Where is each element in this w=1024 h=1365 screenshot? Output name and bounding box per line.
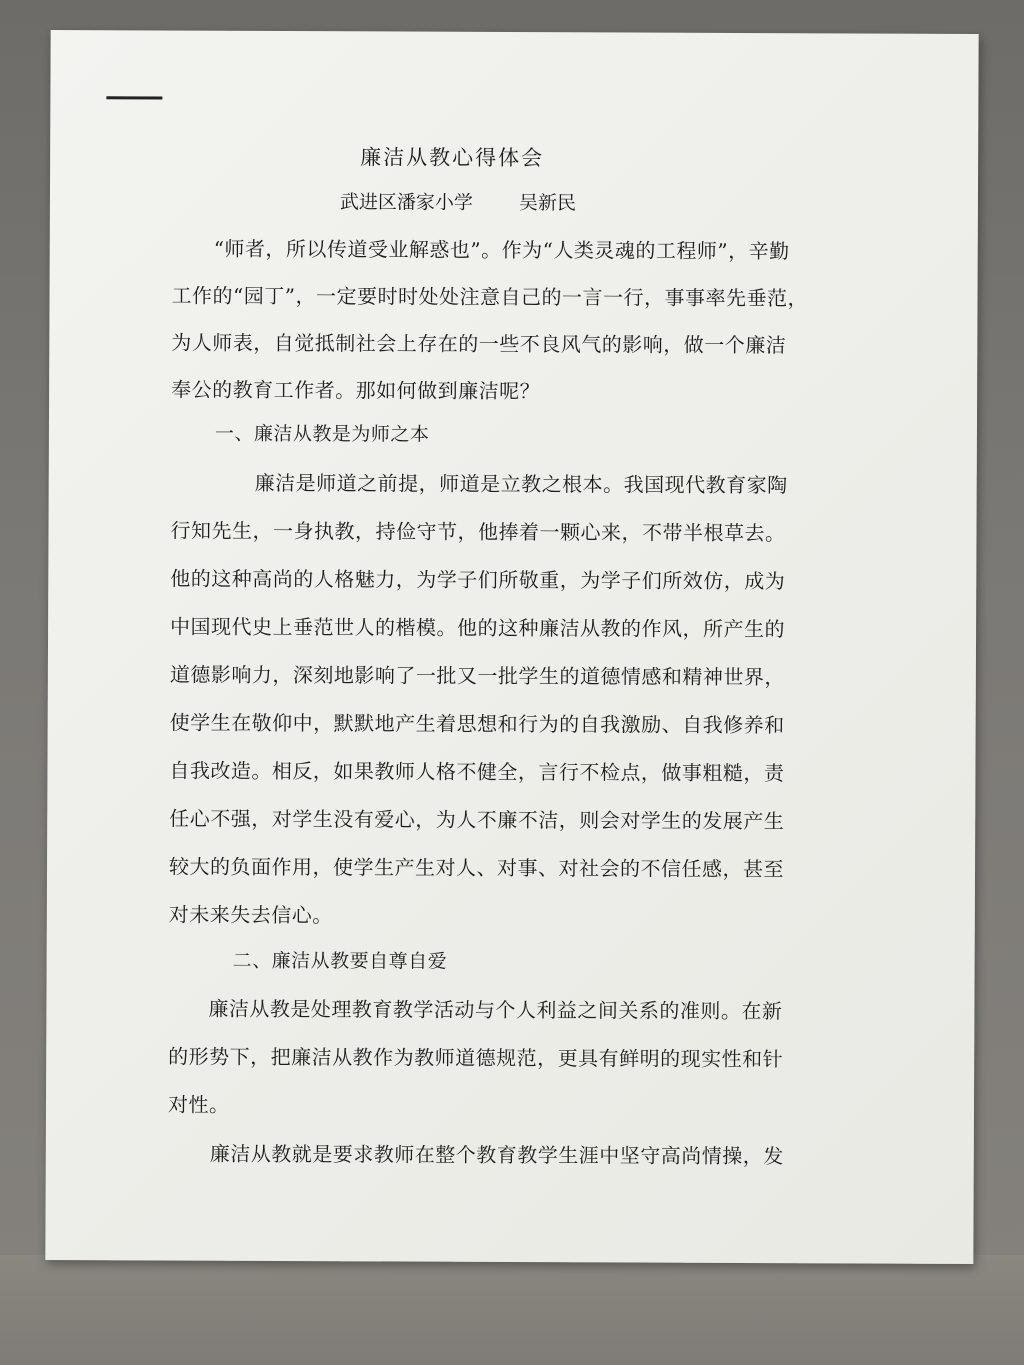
text-line: 较大的负面作用，使学生产生对人、对事、对社会的不信任感，甚至 — [168, 854, 785, 882]
text-line: 工作的“园丁”，一定要时时处处注意自己的一言一行，事事率先垂范， — [171, 283, 809, 311]
text-line: 中国现代史上垂范世人的楷模。他的这种廉洁从教的作风，所产生的 — [170, 614, 786, 642]
section-heading-2: 二、廉洁从教要自尊自爱 — [232, 949, 448, 973]
text-line: 廉洁从教就是要求教师在整个教育教学生涯中坚守高尚情操，发 — [209, 1141, 784, 1169]
text-line: “师者，所以传道受业解惑也”。作为“人类灵魂的工程师”，辛勤 — [213, 236, 790, 264]
paper-sheet — [45, 30, 978, 1264]
text-line: 对未来失去信心。 — [168, 902, 333, 928]
text-line: 道德影响力，深刻地影响了一批又一批学生的道德情感和精神世界， — [169, 662, 785, 690]
text-line: 的形势下，把廉洁从教作为教师道德规范，更具有鲜明的现实性和针 — [168, 1044, 784, 1072]
text-line: 廉洁是师道之前提，师道是立教之根本。我国现代教育家陶 — [254, 470, 788, 498]
text-line: 为人师表，自觉抵制社会上存在的一些不良风气的影响，做一个廉洁 — [171, 330, 787, 358]
text-line: 自我改造。相反，如果教师人格不健全，言行不检点，做事粗糙，责 — [169, 758, 785, 786]
pen-mark — [106, 96, 162, 99]
text-line: 他的这种高尚的人格魅力，为学子们所敬重，为学子们所效仿，成为 — [170, 566, 786, 594]
text-line: 任心不强，对学生没有爱心，为人不廉不洁，则会对学生的发展产生 — [169, 806, 785, 834]
document-title: 廉洁从教心得体会 — [360, 145, 545, 171]
text-line: 对性。 — [167, 1092, 230, 1117]
author-line — [340, 187, 576, 215]
text-line: 行知先生，一身执教，持俭守节，他捧着一颗心来，不带半根草去。 — [170, 518, 786, 546]
school-name: 武进区潘家小学 — [339, 191, 474, 214]
text-line: 奉公的教育工作者。那如何做到廉洁呢？ — [171, 377, 541, 404]
author-name: 吴新民 — [518, 192, 577, 215]
section-heading-1: 一、廉洁从教是为师之本 — [214, 422, 430, 446]
text-line: 使学生在敬仰中，默默地产生着思想和行为的自我激励、自我修养和 — [169, 710, 785, 738]
floor-background — [0, 1255, 1024, 1365]
text-line: 廉洁从教是处理教育教学活动与个人利益之间关系的准则。在新 — [208, 996, 783, 1024]
